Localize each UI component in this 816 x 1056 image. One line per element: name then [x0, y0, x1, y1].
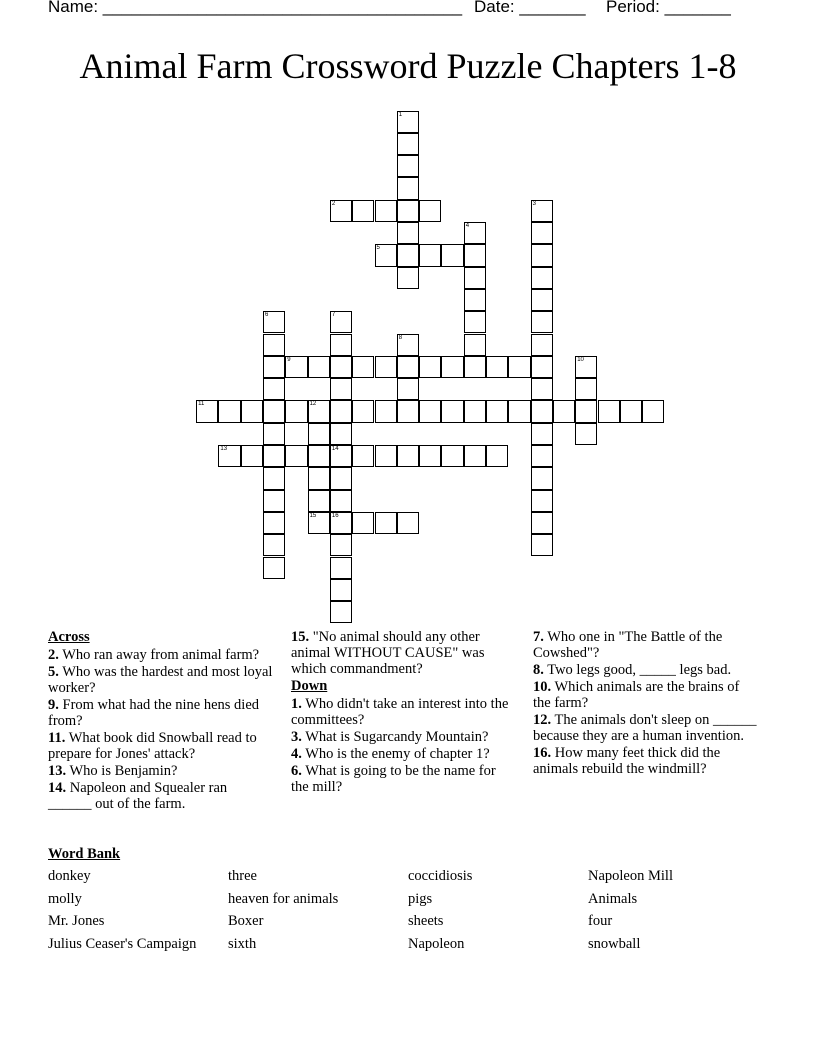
crossword-cell[interactable] [486, 356, 508, 378]
across-clue [48, 730, 274, 762]
clue-text: Napoleon and Squealer ran ______ out of the farm. [48, 780, 228, 812]
crossword-cell[interactable] [397, 222, 419, 244]
crossword-cell[interactable] [218, 445, 240, 467]
clue-text: What book did Snowball read to prepare for Jones' attack? [48, 730, 257, 762]
word-bank-word: Animals [588, 890, 638, 907]
crossword-cell[interactable] [531, 445, 553, 467]
clue-number-label: 10. [533, 679, 552, 695]
crossword-cell[interactable] [575, 378, 597, 400]
clue-text: Who ran away from animal farm? [58, 647, 260, 663]
across-clue-list-continued [291, 629, 517, 677]
crossword-cell[interactable] [575, 356, 597, 378]
clue-number: 8 [398, 334, 403, 341]
clue-number-label: 11. [48, 730, 66, 746]
crossword-cell[interactable] [464, 400, 486, 422]
across-clue [48, 664, 274, 696]
crossword-cell[interactable] [330, 467, 352, 489]
crossword-cell[interactable] [285, 356, 307, 378]
crossword-cell[interactable] [330, 423, 352, 445]
clue-number: 7 [331, 312, 336, 319]
word-bank-word: three [228, 868, 257, 884]
crossword-cell[interactable] [531, 467, 553, 489]
crossword-cell[interactable] [308, 512, 330, 534]
clue-number: 14 [331, 446, 339, 452]
crossword-cell[interactable] [308, 490, 330, 512]
clue-number: 10 [577, 356, 584, 363]
crossword-cell[interactable] [531, 222, 553, 244]
crossword-cell[interactable] [330, 200, 352, 222]
word-bank-word: Boxer [228, 913, 264, 930]
crossword-cell[interactable] [397, 155, 419, 177]
page-title: Animal Farm Crossword Puzzle Chapters 1-8 [79, 46, 737, 86]
down-clue [291, 746, 517, 762]
word-bank-word: sixth [228, 935, 257, 952]
crossword-cell[interactable] [330, 334, 352, 356]
clue-number-label: 4. [291, 746, 302, 762]
word-bank-word: four [588, 913, 613, 930]
crossword-cell[interactable] [375, 356, 397, 378]
crossword-cell[interactable] [531, 490, 553, 512]
crossword-cell[interactable] [531, 512, 553, 534]
crossword-cell[interactable] [330, 557, 352, 579]
crossword-cell[interactable] [397, 244, 419, 266]
clue-number: 16 [331, 512, 339, 519]
crossword-cell[interactable] [508, 400, 530, 422]
crossword-cell[interactable] [531, 200, 553, 222]
crossword-cell[interactable] [330, 400, 352, 422]
clue-text: How many feet thick did the animals rebuild the windmill? [533, 745, 721, 777]
crossword-cell[interactable] [285, 400, 307, 422]
crossword-cell[interactable] [330, 534, 352, 556]
crossword-cell[interactable] [218, 400, 240, 422]
across-clues-column-1 [48, 629, 274, 813]
clue-number: 11 [198, 401, 205, 408]
crossword-cell[interactable] [375, 200, 397, 222]
crossword-cell[interactable] [397, 378, 419, 400]
down-clue-list-continued [533, 629, 759, 777]
crossword-cell[interactable] [352, 400, 374, 422]
crossword-cell[interactable] [263, 378, 285, 400]
clue-number-label: 13. [48, 763, 67, 779]
crossword-cell[interactable] [330, 311, 352, 333]
down-clue [533, 712, 759, 744]
across-clue [48, 763, 274, 779]
word-bank-word: pigs [408, 890, 433, 907]
crossword-cell[interactable] [330, 512, 352, 534]
crossword-cell[interactable] [330, 490, 352, 512]
across-clue-list [48, 647, 274, 812]
down-clue [533, 662, 759, 678]
clue-number-label: 8. [533, 662, 544, 678]
word-bank-word: Napoleon Mill [588, 868, 673, 884]
down-clue [291, 763, 517, 795]
crossword-cell[interactable] [419, 200, 441, 222]
crossword-cell[interactable] [263, 356, 285, 378]
period-label: Period: _______ [606, 0, 731, 16]
crossword-cell[interactable] [263, 334, 285, 356]
word-bank-heading: Word Bank [48, 846, 121, 862]
crossword-cell[interactable] [308, 356, 330, 378]
crossword-cell[interactable] [508, 356, 530, 378]
clue-number: 4 [465, 223, 470, 229]
clue-text: Who is Benjamin? [66, 763, 178, 779]
crossword-cell[interactable] [531, 334, 553, 356]
down-clue-list [291, 696, 517, 795]
crossword-cell[interactable] [375, 445, 397, 467]
crossword-cell[interactable] [419, 244, 441, 266]
crossword-cell[interactable] [285, 445, 307, 467]
crossword-cell[interactable] [263, 445, 285, 467]
name-label: Name: ______________________________________ [48, 0, 463, 16]
crossword-cell[interactable] [308, 467, 330, 489]
crossword-cell[interactable] [553, 400, 575, 422]
crossword-cell[interactable] [575, 400, 597, 422]
crossword-cell[interactable] [241, 445, 263, 467]
word-bank-word: heaven for animals [228, 890, 339, 907]
clue-number: 6 [265, 312, 269, 319]
crossword-cell[interactable] [531, 267, 553, 289]
clue-number: 3 [532, 200, 536, 207]
clue-text: Which animals are the brains of the farm? [533, 679, 740, 711]
clue-text: "No animal should any other animal WITHOUT CAUSE" was which commandment? [291, 629, 485, 677]
crossword-cell[interactable] [419, 356, 441, 378]
crossword-cell[interactable] [397, 334, 419, 356]
clue-number: 13 [220, 446, 228, 452]
clue-number-label: 9. [48, 697, 59, 713]
clue-text: The animals don't sleep on ______ because they are a human invention. [533, 712, 757, 744]
crossword-cell[interactable] [486, 400, 508, 422]
crossword-cell[interactable] [464, 289, 486, 311]
crossword-cell[interactable] [464, 334, 486, 356]
crossword-cell[interactable] [375, 244, 397, 266]
clue-text: Two legs good, _____ legs bad. [543, 662, 732, 678]
crossword-cell[interactable] [263, 311, 285, 333]
clue-text: From what had the nine hens died from? [48, 697, 260, 729]
crossword-cell[interactable] [531, 378, 553, 400]
crossword-cell[interactable] [464, 311, 486, 333]
crossword-cell[interactable] [196, 400, 218, 422]
clue-number-label: 1. [291, 696, 302, 712]
crossword-cell[interactable] [441, 445, 463, 467]
crossword-cell[interactable] [263, 467, 285, 489]
clue-text: Who didn't take an interest into the committees? [291, 696, 509, 728]
across-clue [48, 647, 274, 663]
crossword-cell[interactable] [464, 267, 486, 289]
clue-number-label: 14. [48, 780, 67, 796]
clues-column-2 [291, 629, 517, 796]
clue-number-label: 2. [48, 647, 59, 663]
word-bank-word: Mr. Jones [48, 913, 105, 930]
crossword-cell[interactable] [352, 445, 374, 467]
clue-number: 9 [287, 356, 291, 363]
crossword-cell[interactable] [441, 400, 463, 422]
crossword-cell[interactable] [397, 200, 419, 222]
crossword-cell[interactable] [397, 111, 419, 133]
crossword-cell[interactable] [598, 400, 620, 422]
across-heading: Across [48, 629, 90, 645]
crossword-cell[interactable] [531, 356, 553, 378]
crossword-cell[interactable] [263, 534, 285, 556]
clue-number: 5 [376, 245, 380, 252]
down-heading: Down [291, 678, 328, 694]
crossword-cell[interactable] [531, 423, 553, 445]
clue-text: What is going to be the name for the mill? [291, 763, 496, 795]
word-bank-word: snowball [588, 935, 641, 952]
crossword-cell[interactable] [531, 289, 553, 311]
across-clue [48, 697, 274, 729]
crossword-cell[interactable] [397, 512, 419, 534]
crossword-cell[interactable] [263, 423, 285, 445]
down-clue [533, 629, 759, 661]
down-clue [291, 729, 517, 745]
crossword-cell[interactable] [397, 177, 419, 199]
crossword-cell[interactable] [575, 423, 597, 445]
clues-column-3 [533, 629, 759, 778]
crossword-cell[interactable] [397, 400, 419, 422]
word-bank-word: coccidiosis [408, 868, 473, 884]
crossword-cell[interactable] [531, 311, 553, 333]
crossword-cell[interactable] [352, 200, 374, 222]
crossword-cell[interactable] [531, 244, 553, 266]
crossword-cell[interactable] [531, 534, 553, 556]
crossword-cell[interactable] [308, 423, 330, 445]
clue-text: Who is the enemy of chapter 1? [301, 746, 490, 762]
crossword-cell[interactable] [642, 400, 664, 422]
crossword-cell[interactable] [464, 356, 486, 378]
word-bank-word: sheets [408, 913, 444, 930]
clue-text: Who one in "The Battle of the Cowshed"? [533, 629, 723, 661]
crossword-cell[interactable] [397, 267, 419, 289]
down-clue [291, 696, 517, 728]
down-clue [533, 745, 759, 777]
word-bank-word: Napoleon [408, 935, 465, 952]
word-bank-word: molly [48, 890, 82, 907]
crossword-cell[interactable] [263, 490, 285, 512]
crossword-cell[interactable] [263, 400, 285, 422]
crossword-cell[interactable] [263, 557, 285, 579]
crossword-cell[interactable] [620, 400, 642, 422]
crossword-cell[interactable] [308, 445, 330, 467]
crossword-cell[interactable] [330, 445, 352, 467]
crossword-cell[interactable] [464, 445, 486, 467]
crossword-cell[interactable] [419, 400, 441, 422]
crossword-cell[interactable] [330, 601, 352, 623]
crossword-cell[interactable] [397, 356, 419, 378]
crossword-cell[interactable] [330, 356, 352, 378]
clue-number: 12 [309, 401, 317, 408]
clue-number-label: 12. [533, 712, 552, 728]
crossword-cell[interactable] [330, 579, 352, 601]
crossword-cell[interactable] [352, 356, 374, 378]
clue-text: What is Sugarcandy Mountain? [301, 729, 489, 745]
across-clue [48, 780, 274, 812]
clue-number-label: 6. [291, 763, 302, 779]
date-label: Date: _______ [474, 0, 586, 16]
clue-number: 1 [398, 111, 403, 118]
crossword-cell[interactable] [464, 244, 486, 266]
clue-number: 2 [331, 200, 336, 207]
crossword-cell[interactable] [330, 378, 352, 400]
clue-number-label: 5. [48, 664, 59, 680]
crossword-cell[interactable] [531, 400, 553, 422]
crossword-cell[interactable] [375, 512, 397, 534]
across-clue [291, 629, 517, 677]
crossword-cell[interactable] [419, 445, 441, 467]
crossword-cell[interactable] [308, 400, 330, 422]
crossword-cell[interactable] [397, 133, 419, 155]
clue-number-label: 16. [533, 745, 552, 761]
clue-number-label: 7. [533, 629, 544, 645]
clue-text: Who was the hardest and most loyal worker? [48, 664, 273, 696]
crossword-cell[interactable] [241, 400, 263, 422]
clue-number: 15 [309, 512, 317, 519]
crossword-cell[interactable] [486, 445, 508, 467]
word-bank-word: donkey [48, 868, 91, 884]
crossword-cell[interactable] [397, 445, 419, 467]
crossword-cell[interactable] [352, 512, 374, 534]
crossword-cell[interactable] [441, 356, 463, 378]
crossword-cell[interactable] [263, 512, 285, 534]
clue-number-label: 3. [291, 729, 302, 745]
crossword-cell[interactable] [375, 400, 397, 422]
word-bank-word: Julius Ceaser's Campaign [48, 935, 197, 952]
clue-number-label: 15. [291, 629, 310, 645]
down-clue [533, 679, 759, 711]
crossword-cell[interactable] [441, 244, 463, 266]
crossword-cell[interactable] [464, 222, 486, 244]
